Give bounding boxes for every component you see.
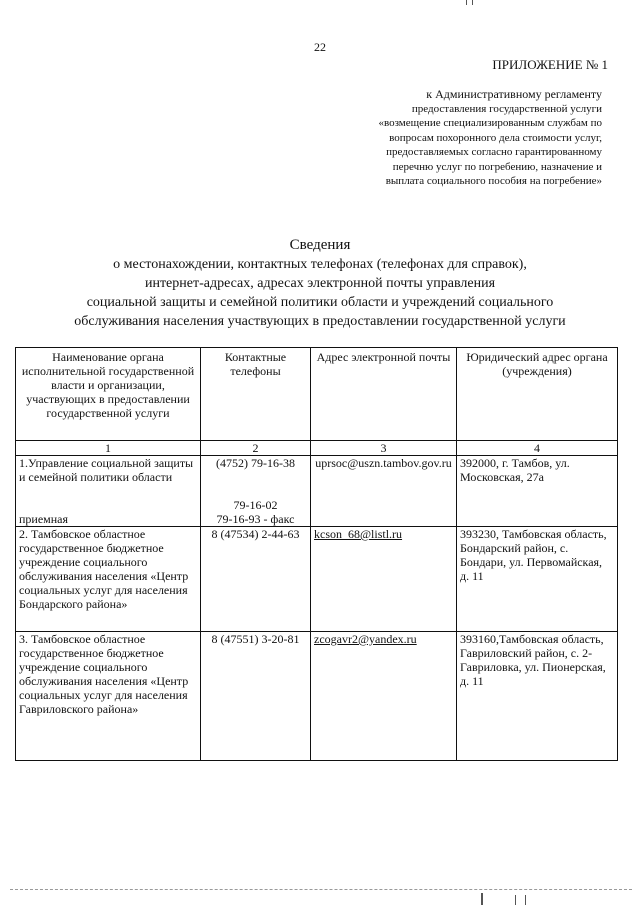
org-name-cell: 3. Тамбовское областное государственное бюджетное учреждение социального обслуживания населения «Центр социальных услуг для населения Гавриловского района» bbox=[16, 632, 201, 761]
scan-mark bbox=[481, 893, 483, 905]
heading-line: социальной защиты и семейной политики области и учреждений социального bbox=[86, 295, 554, 310]
column-number: 4 bbox=[457, 441, 618, 456]
header-row bbox=[16, 348, 618, 441]
heading-line: обслуживания населения участвующих в предоставлении государственной услуги bbox=[74, 314, 566, 329]
org-name: 1.Управление социальной защиты и семейной политики области bbox=[19, 456, 194, 484]
org-name-cell bbox=[16, 456, 201, 527]
heading-line: интернет-адресах, адресах электронной почты управления bbox=[144, 276, 496, 291]
heading-line: о местонахождении, контактных телефонах (телефонах для справок), bbox=[113, 257, 527, 272]
header-name: Наименование органа исполнительной государственной власти и организации, участвующих в предоставлении государственной услуги bbox=[16, 348, 201, 441]
header-email: Адрес электронной почты bbox=[311, 348, 457, 441]
appendix-title: ПРИЛОЖЕНИЕ № 1 bbox=[492, 57, 608, 72]
address-cell: 393160,Тамбовская область, Гавриловский район, с. 2-Гавриловка, ул. Пионерская, д. 11 bbox=[457, 632, 618, 761]
email-link[interactable]: uprsoc@uszn.tambov.gov.ru bbox=[315, 456, 452, 470]
email-cell bbox=[311, 527, 457, 632]
fax-value: 79-16-93 - факс bbox=[216, 512, 295, 526]
org-name-extra: приемная bbox=[19, 512, 69, 526]
scan-mark bbox=[466, 0, 467, 5]
column-number: 2 bbox=[201, 441, 311, 456]
appendix-line: к Административному регламенту bbox=[426, 87, 602, 101]
column-number-row bbox=[16, 441, 618, 456]
phone-cell: 8 (47551) 3-20-81 bbox=[201, 632, 311, 761]
scan-edge-line bbox=[10, 889, 632, 890]
appendix-line: вопросам похоронного дела стоимости услуг, bbox=[389, 131, 602, 144]
scan-mark bbox=[515, 895, 516, 905]
column-number: 3 bbox=[311, 441, 457, 456]
appendix-line: предоставляемых согласно гарантированному bbox=[386, 146, 602, 158]
table-row bbox=[16, 456, 618, 527]
email-link[interactable]: kcson_68@listl.ru bbox=[314, 527, 403, 541]
appendix-line: выплата социального пособия на погребение» bbox=[385, 175, 602, 187]
appendix-subtitle bbox=[302, 87, 602, 189]
address-cell: 393230, Тамбовская область, Бондарский район, с. Бондари, ул. Первомайская, д. 11 bbox=[457, 527, 618, 632]
heading-title: Сведения bbox=[289, 237, 351, 253]
appendix-line: «возмещение специализированным службам по bbox=[378, 117, 602, 129]
phone-cell: 8 (47534) 2-44-63 bbox=[201, 527, 311, 632]
scan-mark bbox=[472, 0, 473, 5]
email-cell bbox=[311, 632, 457, 761]
org-name-cell: 2. Тамбовское областное государственное бюджетное учреждение социального обслуживания населения «Центр социальных услуг для населения Бондарского района» bbox=[16, 527, 201, 632]
appendix-line: перечню услуг по погребению, назначение и bbox=[392, 160, 602, 173]
phone-value: (4752) 79-16-38 bbox=[216, 456, 295, 470]
email-cell bbox=[311, 456, 457, 527]
phone-cell bbox=[201, 456, 311, 527]
header-address: Юридический адрес органа (учреждения) bbox=[457, 348, 618, 441]
table-row bbox=[16, 527, 618, 632]
address-cell: 392000, г. Тамбов, ул. Московская, 27а bbox=[457, 456, 618, 527]
document-heading bbox=[0, 236, 640, 331]
column-number: 1 bbox=[16, 441, 201, 456]
header-phones: Контактные телефоны bbox=[201, 348, 311, 441]
scan-mark bbox=[525, 895, 526, 905]
spacer bbox=[204, 470, 307, 498]
page-number: 22 bbox=[314, 40, 326, 54]
spacer bbox=[19, 484, 197, 512]
info-table bbox=[15, 347, 618, 761]
email-link[interactable]: zcogavr2@yandex.ru bbox=[314, 632, 417, 646]
phone-value: 79-16-02 bbox=[233, 498, 278, 512]
appendix-line: предоставления государственной услуги bbox=[411, 102, 602, 115]
table-row bbox=[16, 632, 618, 761]
